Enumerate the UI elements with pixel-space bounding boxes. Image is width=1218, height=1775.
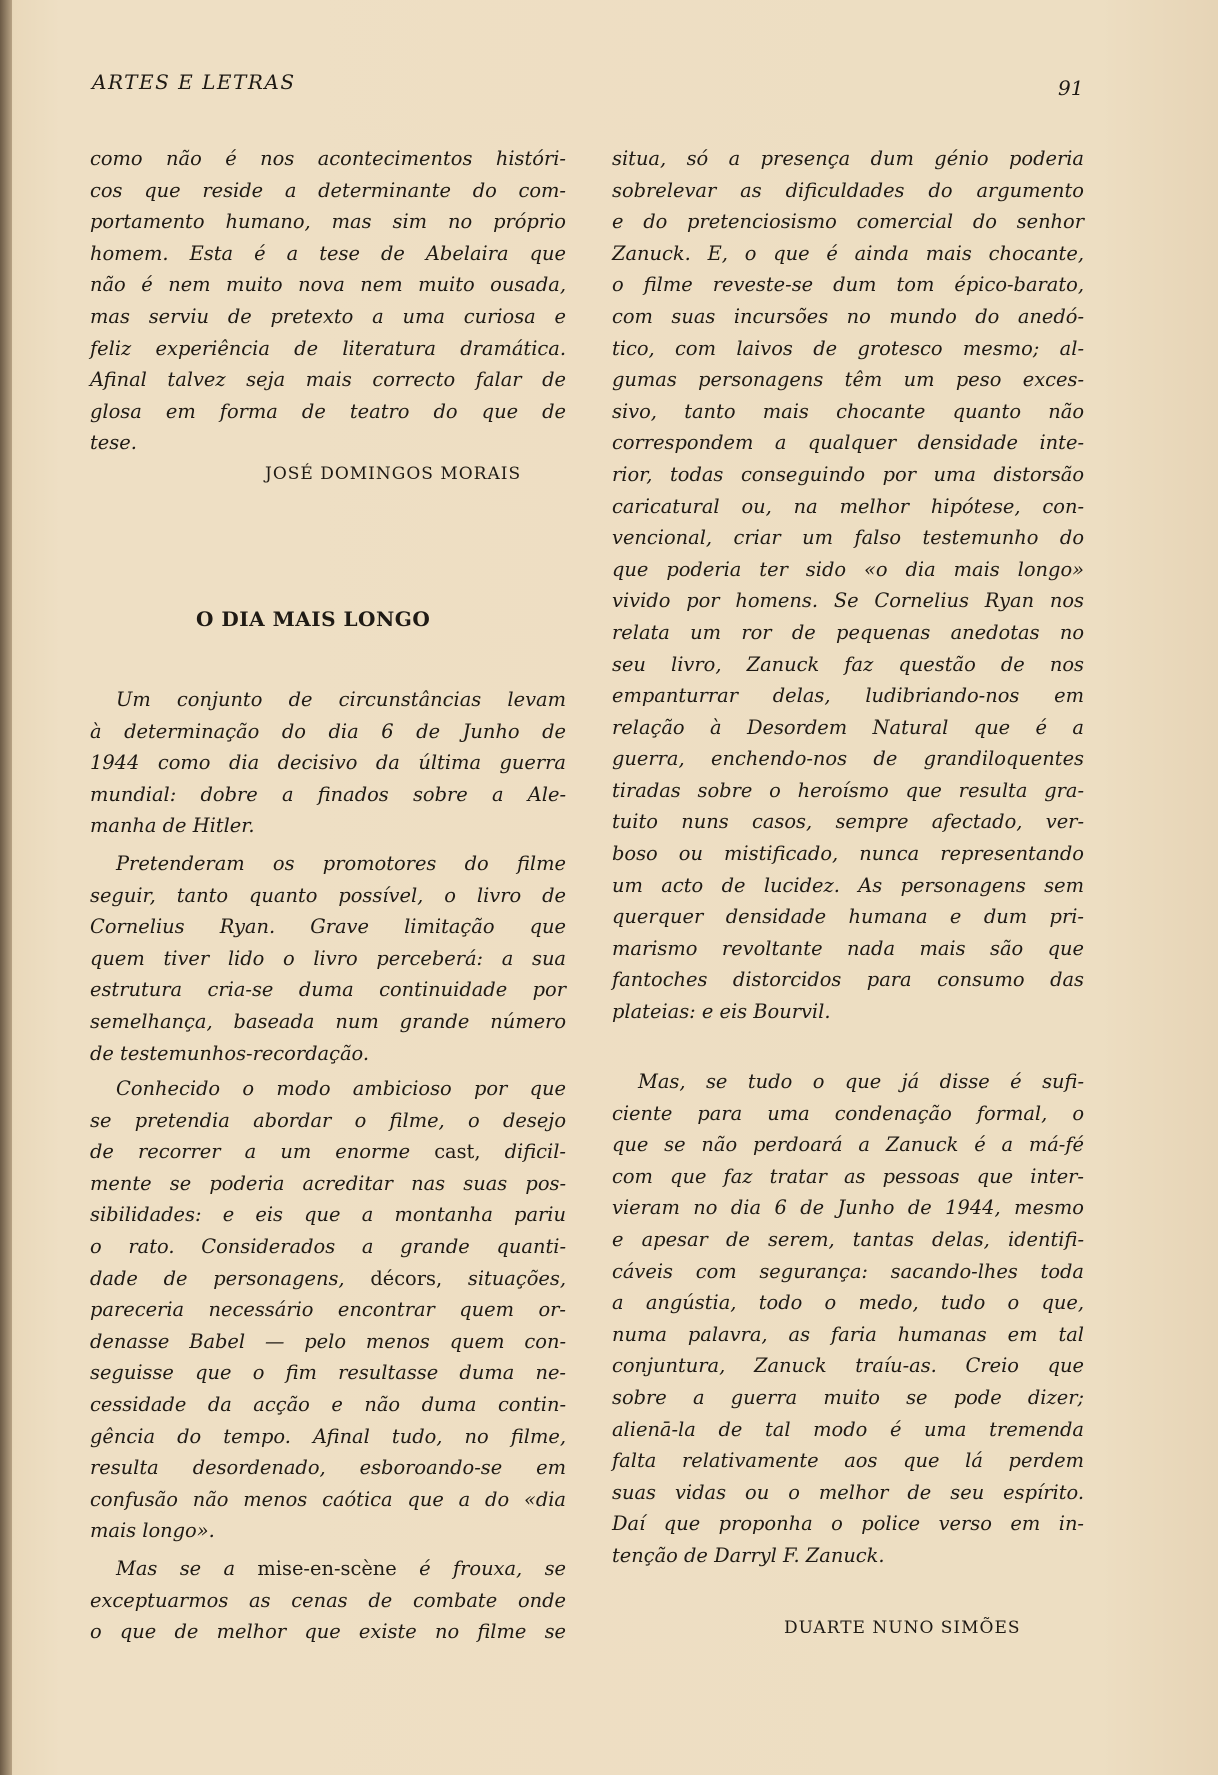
text-line: o que de melhor que existe no filme se <box>90 1620 566 1644</box>
text-line: correspondem a qualquer densidade inte- <box>612 431 1084 455</box>
text-line: como não é nos acontecimentos históri- <box>90 147 566 170</box>
text-line: Um conjunto de circunstâncias levam <box>116 688 566 711</box>
page-number: 91 <box>1058 76 1084 100</box>
text-line: alienā-la de tal modo é uma tremenda <box>612 1417 1084 1441</box>
text-line: tenção de Darryl F. Zanuck. <box>612 1543 885 1567</box>
text-line: vieram no dia 6 de Junho de 1944, mesmo <box>612 1196 1084 1220</box>
text-line: rior, todas conseguindo por uma distorsão <box>612 462 1084 486</box>
text-line: cessidade da acção e não duma contin- <box>90 1392 566 1416</box>
text-line: cáveis com segurança: sacando-lhes toda <box>612 1259 1084 1283</box>
text-line: pareceria necessário encontrar quem or- <box>90 1298 566 1322</box>
text-line: Afinal talvez seja mais correcto falar de <box>90 368 566 392</box>
text-line: conjuntura, Zanuck traíu-as. Creio que <box>612 1354 1084 1378</box>
article2-left-p1 <box>90 684 566 842</box>
text-line: gumas personagens têm um peso exces- <box>612 368 1084 392</box>
text-line: marismo revoltante nada mais são que <box>612 936 1084 960</box>
text-line: fantoches distorcidos para consumo das <box>612 968 1084 992</box>
text-line: resulta desordenado, esboroando-se em <box>90 1456 566 1480</box>
book-spine-shadow <box>0 0 12 1775</box>
text-line: confusão não menos caótica que a do «dia <box>90 1487 566 1511</box>
text-line: Zanuck. E, o que é ainda mais chocante, <box>612 241 1084 265</box>
text-line: tese. <box>90 431 137 455</box>
text-line: suas vidas ou o melhor de seu espírito. <box>612 1480 1084 1504</box>
article1-text <box>90 143 566 459</box>
text-line: numa palavra, as faria humanas em tal <box>612 1322 1084 1346</box>
text-line: a angústia, todo o medo, tudo o que, <box>612 1291 1084 1315</box>
text-line: e do pretenciosismo comercial do senhor <box>612 210 1084 234</box>
text-line: boso ou mistificado, nunca representando <box>612 842 1084 866</box>
text-line: falta relativamente aos que lá perdem <box>612 1449 1084 1473</box>
text-line: seguisse que o fim resultasse duma ne- <box>90 1361 566 1385</box>
text-line: seguir, tanto quanto possível, o livro de <box>90 883 566 907</box>
text-line: tuito nuns casos, sempre afectado, ver- <box>612 810 1084 834</box>
text-line: feliz experiência de literatura dramática. <box>90 336 566 360</box>
text-line: o filme reveste-se dum tom épico-barato, <box>612 273 1084 297</box>
text-line: relata um ror de pequenas anedotas no <box>612 620 1084 644</box>
text-line: Pretenderam os promotores do filme <box>116 852 566 875</box>
text-line: sivo, tanto mais chocante quanto não <box>612 399 1084 423</box>
text-line: mente se poderia acreditar nas suas pos- <box>90 1171 566 1195</box>
text-line: Conhecido o modo ambicioso por que <box>116 1077 566 1100</box>
text-line: cos que reside a determinante do com- <box>90 178 566 202</box>
text-line: de testemunhos-recordação. <box>90 1041 370 1065</box>
text-line: vivido por homens. Se Cornelius Ryan nos <box>612 589 1084 613</box>
text-line: mas serviu de pretexto a uma curiosa e <box>90 304 566 328</box>
text-line: relação à Desordem Natural que é a <box>612 715 1084 739</box>
text-line: Cornelius Ryan. Grave limitação que <box>90 915 566 939</box>
text-line: situa, só a presença dum génio poderia <box>612 147 1084 170</box>
text-line: glosa em forma de teatro do que de <box>90 399 566 423</box>
text-line: de recorrer a um enorme cast, dificil- <box>90 1140 566 1164</box>
text-line: não é nem muito nova nem muito ousada, <box>90 273 566 297</box>
text-line: semelhança, baseada num grande número <box>90 1009 566 1033</box>
running-head: ARTES E LETRAS <box>92 70 296 94</box>
text-line: dade de personagens, décors, situações, <box>90 1266 566 1290</box>
text-line: 1944 como dia decisivo da última guerra <box>90 751 566 775</box>
text-line: com que faz tratar as pessoas que inter- <box>612 1164 1084 1188</box>
text-line: Daí que proponha o police verso em in- <box>612 1512 1084 1536</box>
text-line: sobre a guerra muito se pode dizer; <box>612 1385 1084 1409</box>
text-line: empanturrar delas, ludibriando-nos em <box>612 684 1084 708</box>
text-line: exceptuarmos as cenas de combate onde <box>90 1588 566 1612</box>
text-line: sibilidades: e eis que a montanha pariu <box>90 1203 566 1227</box>
text-line: se pretendia abordar o filme, o desejo <box>90 1108 566 1132</box>
article2-left-p4 <box>90 1553 566 1648</box>
text-line: à determinação do dia 6 de Junho de <box>90 719 566 743</box>
article2-left-p3 <box>90 1073 566 1547</box>
text-line: caricatural ou, na melhor hipótese, con- <box>612 494 1084 518</box>
text-line: plateias: e eis Bourvil. <box>612 1000 831 1024</box>
text-line: um acto de lucidez. As personagens sem <box>612 873 1084 897</box>
text-line: sobrelevar as dificuldades do argumento <box>612 178 1084 202</box>
text-line: gência do tempo. Afinal tudo, no filme, <box>90 1424 566 1448</box>
text-line: com suas incursões no mundo do anedó- <box>612 304 1084 328</box>
text-line: vencional, criar um falso testemunho do <box>612 526 1084 550</box>
text-line: tico, com laivos de grotesco mesmo; al- <box>612 336 1084 360</box>
text-line: quem tiver lido o livro perceberá: a sua <box>90 946 566 970</box>
text-line: homem. Esta é a tese de Abelaira que <box>90 241 566 265</box>
article2-right-p2 <box>612 1066 1084 1572</box>
article2-author: DUARTE NUNO SIMÕES <box>784 1618 1021 1638</box>
text-line: e apesar de serem, tantas delas, identifi- <box>612 1227 1084 1251</box>
text-line: o rato. Considerados a grande quanti- <box>90 1234 566 1258</box>
text-line: estrutura cria-se duma continuidade por <box>90 978 566 1002</box>
text-line: mundial: dobre a finados sobre a Ale- <box>90 782 566 806</box>
article2-left-p2 <box>90 848 566 1069</box>
text-line: tiradas sobre o heroísmo que resulta gra- <box>612 778 1084 802</box>
article1-author: JOSÉ DOMINGOS MORAIS <box>265 464 522 484</box>
article2-title: O DIA MAIS LONGO <box>196 607 431 631</box>
text-line: denasse Babel — pelo menos quem con- <box>90 1329 566 1353</box>
text-line: manha de Hitler. <box>90 814 255 838</box>
text-line: que poderia ter sido «o dia mais longo» <box>612 557 1084 581</box>
text-line: portamento humano, mas sim no próprio <box>90 210 566 234</box>
text-line: Mas, se tudo o que já disse é sufi- <box>638 1070 1084 1093</box>
text-line: ciente para uma condenação formal, o <box>612 1101 1084 1125</box>
text-line: Mas se a mise-en-scène é frouxa, se <box>116 1557 566 1580</box>
text-line: que se não perdoará a Zanuck é a má-fé <box>612 1133 1084 1157</box>
text-line: guerra, enchendo-nos de grandiloquentes <box>612 747 1084 771</box>
text-line: querquer densidade humana e dum pri- <box>612 905 1084 929</box>
article2-right-p1 <box>612 143 1084 1028</box>
text-line: seu livro, Zanuck faz questão de nos <box>612 652 1084 676</box>
text-line: mais longo». <box>90 1519 215 1543</box>
